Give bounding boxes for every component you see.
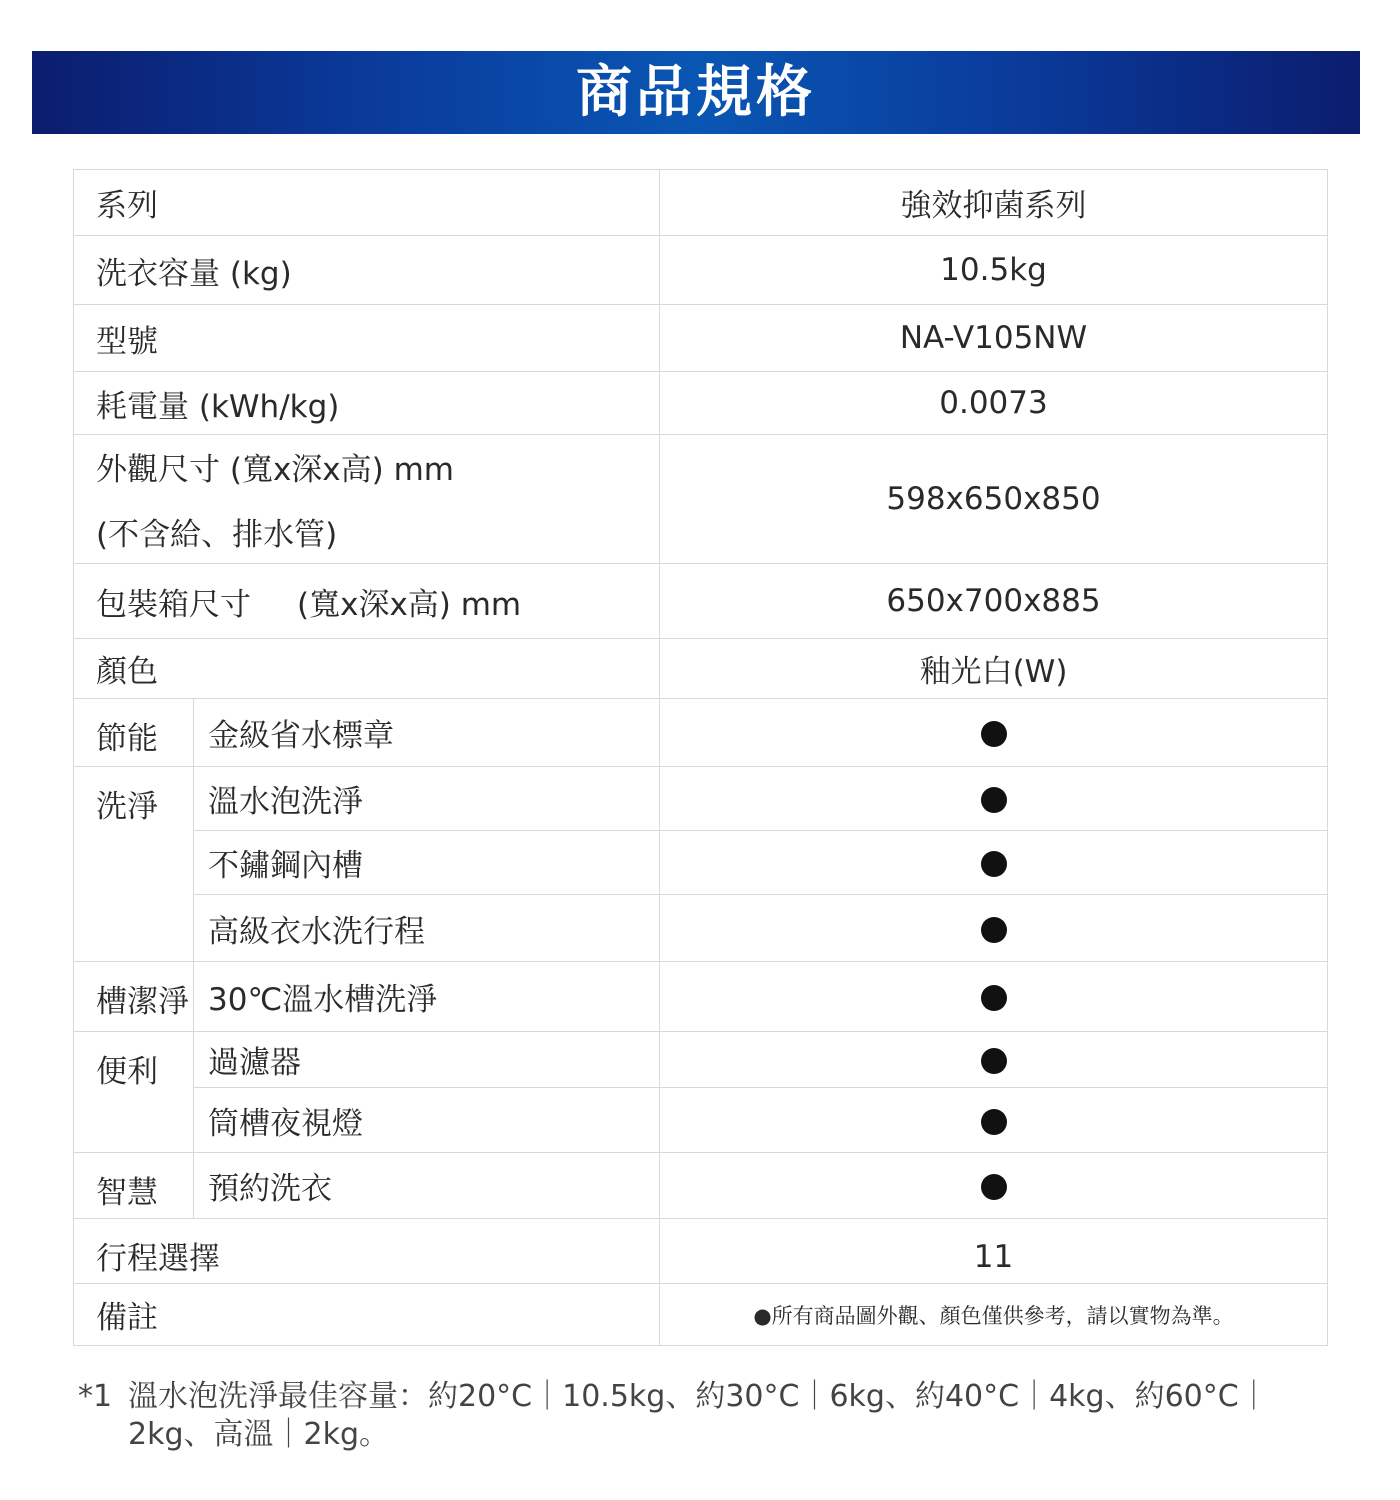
bullet-dot-icon: [981, 1048, 1007, 1074]
spec-label: 耗電量 (kWh/kg): [74, 372, 660, 435]
spec-label: 系列: [74, 170, 660, 236]
feature-category: 便利: [74, 1032, 194, 1153]
spec-label: 洗衣容量 (kg): [74, 236, 660, 305]
spec-value: 11: [660, 1219, 1328, 1284]
bullet-dot-icon: [981, 851, 1007, 877]
table-row: [74, 895, 1328, 962]
table-row: [74, 639, 1328, 699]
page-title: 商品規格: [576, 59, 816, 125]
table-row: [74, 1032, 1328, 1088]
bullet-dot-icon: [981, 787, 1007, 813]
table-row: [74, 305, 1328, 372]
feature-label: 筒槽夜視燈: [194, 1088, 660, 1153]
feature-mark: [660, 1088, 1328, 1153]
table-row: [74, 1088, 1328, 1153]
feature-mark: [660, 962, 1328, 1032]
spec-label-line2: (不含給、排水管): [96, 517, 338, 553]
feature-label: 過濾器: [194, 1032, 660, 1088]
table-row: [74, 831, 1328, 895]
table-row: [74, 1153, 1328, 1219]
spec-value: 650x700x885: [660, 564, 1328, 639]
table-row: [74, 236, 1328, 305]
spec-label: [74, 435, 660, 564]
bullet-dot-icon: [981, 1174, 1007, 1200]
feature-mark: [660, 1032, 1328, 1088]
feature-category: 洗淨: [74, 767, 194, 962]
table-row: [74, 1284, 1328, 1346]
feature-label: 30℃溫水槽洗淨: [194, 962, 660, 1032]
feature-category: 智慧: [74, 1153, 194, 1219]
bullet-dot-icon: [981, 1109, 1007, 1135]
feature-label: 不鏽鋼內槽: [194, 831, 660, 895]
spec-value: 10.5kg: [660, 236, 1328, 305]
feature-label: 高級衣水洗行程: [194, 895, 660, 962]
feature-label: 溫水泡洗淨: [194, 767, 660, 831]
spec-label: 顏色: [74, 639, 660, 699]
feature-mark: [660, 699, 1328, 767]
table-row: [74, 564, 1328, 639]
feature-mark: [660, 895, 1328, 962]
feature-label: 預約洗衣: [194, 1153, 660, 1219]
table-row: [74, 699, 1328, 767]
spec-label: 備註: [74, 1284, 660, 1346]
feature-mark: [660, 1153, 1328, 1219]
spec-label: [74, 564, 660, 639]
spec-label: 行程選擇: [74, 1219, 660, 1284]
spec-value: NA-V105NW: [660, 305, 1328, 372]
remarks-value: ●所有商品圖外觀、顏色僅供參考，請以實物為準。: [660, 1284, 1328, 1346]
spec-label-part2: (寬x深x高) mm: [297, 586, 522, 623]
spec-label-line1: 外觀尺寸 (寬x深x高) mm: [96, 452, 454, 488]
spec-table: [73, 169, 1328, 1346]
feature-mark: [660, 831, 1328, 895]
feature-category: 節能: [74, 699, 194, 767]
header-banner: [32, 51, 1360, 134]
table-row: [74, 372, 1328, 435]
bullet-dot-icon: [981, 917, 1007, 943]
spec-value: 強效抑菌系列: [660, 170, 1328, 236]
spec-value: 598x650x850: [660, 435, 1328, 564]
feature-mark: [660, 767, 1328, 831]
spec-value: 釉光白(W): [660, 639, 1328, 699]
table-row: [74, 767, 1328, 831]
table-row: [74, 435, 1328, 564]
footnote-text: 溫水泡洗淨最佳容量：約20°C｜10.5kg、約30°C｜6kg、約40°C｜4kg、約60°C｜2kg、高溫｜2kg。: [128, 1379, 1269, 1452]
table-row: [74, 962, 1328, 1032]
footnote: [78, 1378, 1338, 1454]
bullet-dot-icon: [981, 985, 1007, 1011]
table-row: [74, 170, 1328, 236]
footnote-mark: *1: [78, 1379, 113, 1414]
spec-value: 0.0073: [660, 372, 1328, 435]
feature-category: 槽潔淨: [74, 962, 194, 1032]
feature-label: 金級省水標章: [194, 699, 660, 767]
bullet-dot-icon: [981, 721, 1007, 747]
spec-label-part1: 包裝箱尺寸: [96, 586, 251, 623]
table-row: [74, 1219, 1328, 1284]
spec-label: 型號: [74, 305, 660, 372]
